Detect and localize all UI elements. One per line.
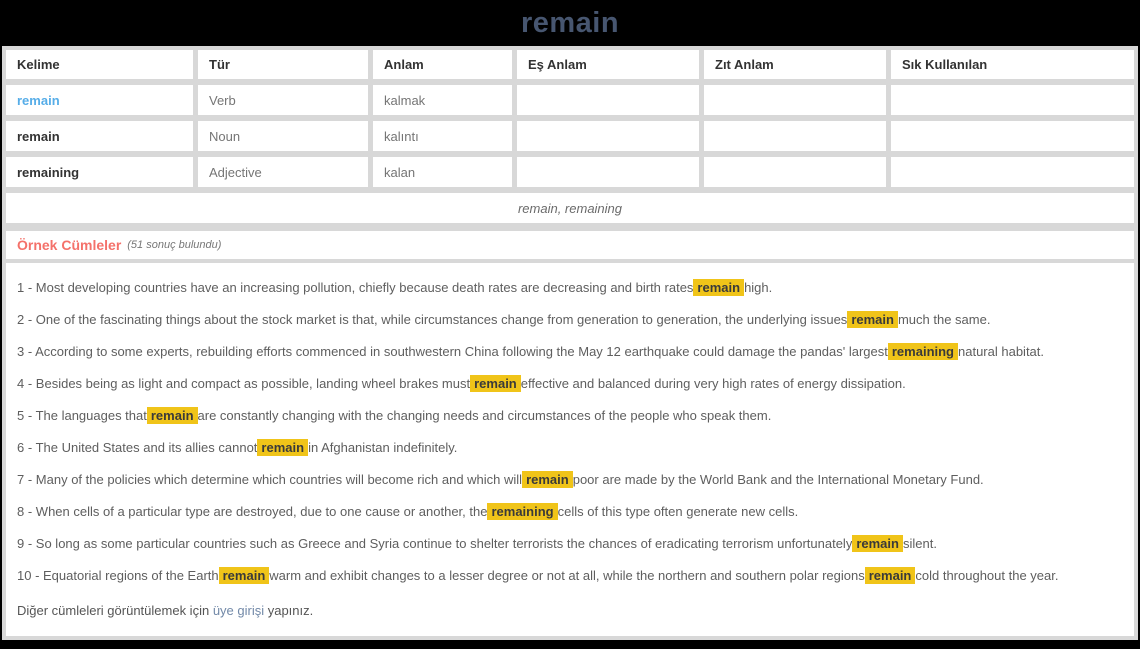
sentence-text: warm and exhibit changes to a lesser degree or not at all, while the northern and southern polar regions [269,568,865,583]
sentence-number: 8 - [17,504,36,519]
sentence-text: cells of this type often generate new cells. [557,504,799,519]
highlighted-word: remain [693,279,744,296]
sentence-text: silent. [902,536,937,551]
table-cell: Noun [198,121,368,151]
table-cell [517,157,699,187]
sentence-text: According to some experts, rebuilding efforts commenced in southwestern China following the May 12 earthquake could damage the pandas' largest [35,344,888,359]
sentence-text: Most developing countries have an increasing pollution, chiefly because death rates are decreasing and birth rates [35,280,694,295]
table-cell [517,85,699,115]
table-cell [891,85,1134,115]
sentence-text: Many of the policies which determine which countries will become rich and which will [35,472,523,487]
member-login-link[interactable]: üye girişi [212,603,265,618]
title-bar [0,0,1140,46]
sentence-text: Besides being as light and compact as possible, landing wheel brakes must [35,376,471,391]
highlighted-word: remain [865,567,916,584]
highlighted-word: remaining [888,343,958,360]
page-title: remain [520,6,620,39]
table-row [6,121,1134,151]
example-sentence [17,407,1123,425]
example-sentence [17,311,1123,329]
examples-header [6,231,1134,259]
table-cell: Adjective [198,157,368,187]
examples-title: Örnek Cümleler [17,237,122,253]
table-cell [891,121,1134,151]
example-sentence [17,279,1123,297]
table-cell [704,121,886,151]
highlighted-word: remain [147,407,198,424]
word-forms-row [6,193,1134,223]
sentence-number: 4 - [17,376,36,391]
table-cell: kalan [373,157,512,187]
highlighted-word: remain [852,535,903,552]
highlighted-word: remain [522,471,573,488]
login-note-text: yapınız. [264,603,314,618]
example-sentence [17,471,1123,489]
example-sentence [17,343,1123,361]
table-header-row [6,50,1134,79]
table-cell [704,85,886,115]
sentence-number: 5 - [17,408,36,423]
sentence-number: 3 - [17,344,36,359]
example-sentence [17,535,1123,553]
login-note [17,603,1123,618]
table-body [6,85,1134,193]
word-cell: remain [6,121,193,151]
column-header: Anlam [373,50,512,79]
sentence-number: 7 - [17,472,36,487]
sentence-text: One of the fascinating things about the stock market is that, while circumstances change from generation to generation, the underlying issues [35,312,848,327]
sentence-text: cold throughout the year. [915,568,1059,583]
sentence-text: The languages that [35,408,147,423]
example-sentence [17,439,1123,457]
sentence-text: are constantly changing with the changing needs and circumstances of the people who speak them. [197,408,772,423]
word-cell: remaining [6,157,193,187]
table-cell: kalıntı [373,121,512,151]
highlighted-word: remain [470,375,521,392]
column-header: Tür [198,50,368,79]
sentence-number: 6 - [17,440,36,455]
table-cell [517,121,699,151]
table-cell: kalmak [373,85,512,115]
table-row [6,157,1134,187]
highlighted-word: remain [847,311,898,328]
sentence-text: poor are made by the World Bank and the International Monetary Fund. [572,472,984,487]
table-cell: Verb [198,85,368,115]
sentence-text: So long as some particular countries such as Greece and Syria continue to shelter terrorists the chances of eradicating terrorism unfortunately [35,536,853,551]
example-sentences-list [17,279,1123,585]
sentence-number: 2 - [17,312,36,327]
table-cell [704,157,886,187]
example-sentences-panel [6,263,1134,636]
sentence-number: 10 - [17,568,44,583]
sentence-text: effective and balanced during very high rates of energy dissipation. [520,376,906,391]
highlighted-word: remain [219,567,270,584]
word-forms-note: remain, remaining [517,200,623,216]
word-link[interactable]: remain [6,85,193,115]
table-row [6,85,1134,115]
sentence-number: 1 - [17,280,36,295]
highlighted-word: remaining [487,503,557,520]
sentence-number: 9 - [17,536,36,551]
dictionary-content [2,46,1138,640]
column-header: Kelime [6,50,193,79]
column-header: Eş Anlam [517,50,699,79]
examples-count: (51 sonuç bulundu) [127,239,222,251]
sentence-text: in Afghanistan indefinitely. [308,440,458,455]
example-sentence [17,567,1123,585]
column-header: Zıt Anlam [704,50,886,79]
table-cell [891,157,1134,187]
sentence-text: When cells of a particular type are destroyed, due to one cause or another, the [35,504,488,519]
sentence-text: much the same. [897,312,991,327]
sentence-text: Equatorial regions of the Earth [43,568,219,583]
example-sentence [17,503,1123,521]
sentence-text: high. [744,280,773,295]
example-sentence [17,375,1123,393]
highlighted-word: remain [257,439,308,456]
sentence-text: The United States and its allies cannot [35,440,258,455]
login-note-text: Diğer cümleleri görüntülemek için [17,603,213,618]
column-header: Sık Kullanılan [891,50,1134,79]
sentence-text: natural habitat. [958,344,1045,359]
